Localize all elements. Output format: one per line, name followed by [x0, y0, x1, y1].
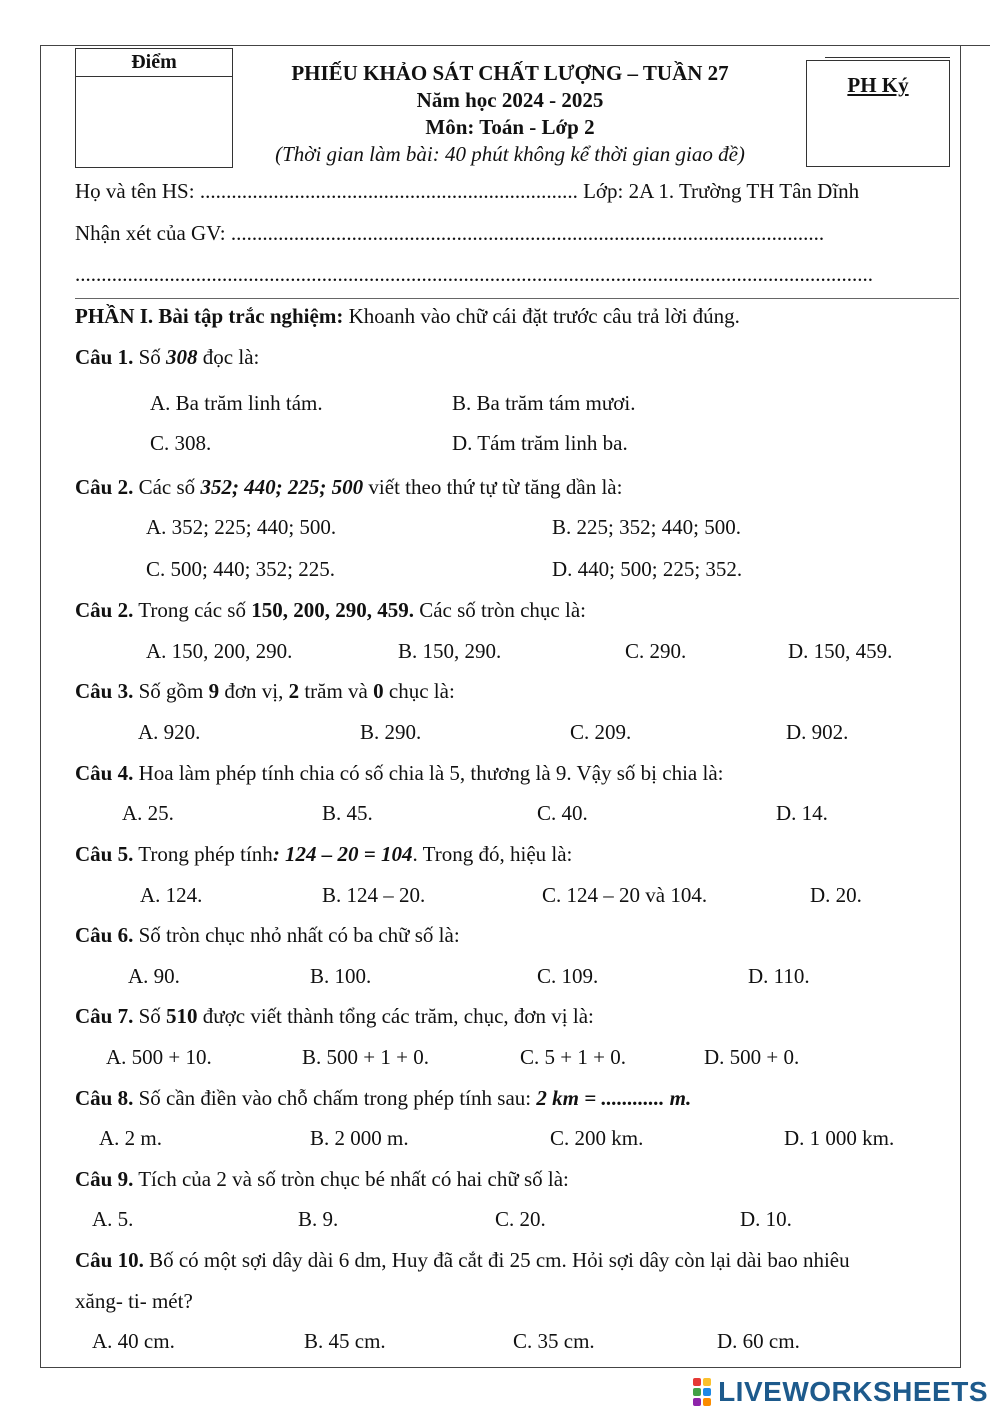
- liveworksheets-logo[interactable]: [693, 1375, 988, 1409]
- question-text: Hoa làm phép tính chia có số chia là 5, thương là 9. Vậy số bị chia là:: [133, 761, 724, 785]
- section-separator: [75, 298, 959, 299]
- q7-option-a[interactable]: A. 500 + 10.: [106, 1045, 212, 1069]
- q6-option-d[interactable]: D. 110.: [748, 964, 810, 988]
- subject: Môn: Toán - Lớp 2: [425, 115, 595, 139]
- question-label: Câu 5.: [75, 842, 134, 866]
- question-number-emphasis: 510: [166, 1004, 198, 1028]
- part1-instruction: Khoanh vào chữ cái đặt trước câu trả lời đúng.: [343, 304, 740, 328]
- question-label: Câu 6.: [75, 923, 134, 947]
- question-text: Số gồm: [133, 679, 209, 703]
- q10-option-a[interactable]: A. 40 cm.: [92, 1329, 175, 1353]
- question-text: đọc là:: [197, 345, 260, 369]
- school-year: Năm học 2024 - 2025: [416, 88, 604, 112]
- q5-option-b[interactable]: B. 124 – 20.: [322, 883, 426, 907]
- top-rule: [950, 45, 990, 46]
- q2b-option-a[interactable]: A. 150, 200, 290.: [146, 639, 293, 663]
- question-label: Câu 8.: [75, 1086, 134, 1110]
- question-10: [75, 1248, 850, 1273]
- student-name-line[interactable]: Họ và tên HS: ........................................................................ Lớp: 2A 1. Trường TH Tân Dĩnh: [75, 179, 860, 203]
- question-number-emphasis: 352; 440; 225; 500: [200, 475, 364, 499]
- question-1: [75, 345, 259, 370]
- question-text: Tích của 2 và số tròn chục bé nhất có hai chữ số là:: [133, 1167, 569, 1191]
- q2-option-a[interactable]: A. 352; 225; 440; 500.: [146, 515, 337, 539]
- question-text: Số cần điền vào chỗ chấm trong phép tính sau:: [133, 1086, 537, 1110]
- q9-option-d[interactable]: D. 10.: [740, 1207, 792, 1231]
- question-text: Số: [133, 345, 167, 369]
- question-label: Câu 2.: [75, 475, 134, 499]
- q3-option-b[interactable]: B. 290.: [360, 720, 422, 744]
- question-9: [75, 1167, 569, 1192]
- question-text: đơn vị,: [219, 679, 289, 703]
- q2-option-b[interactable]: B. 225; 352; 440; 500.: [552, 515, 742, 539]
- part1-title: PHẦN I. Bài tập trắc nghiệm:: [75, 304, 344, 328]
- teacher-comment-line[interactable]: Nhận xét của GV: .................................................................................................................: [75, 221, 825, 245]
- question-text: Trong phép tính: [133, 842, 273, 866]
- q4-option-d[interactable]: D. 14.: [776, 801, 828, 825]
- q6-option-a[interactable]: A. 90.: [128, 964, 180, 988]
- q7-option-c[interactable]: C. 5 + 1 + 0.: [520, 1045, 626, 1069]
- q6-option-b[interactable]: B. 100.: [310, 964, 372, 988]
- q3-option-a[interactable]: A. 920.: [138, 720, 201, 744]
- question-number-emphasis: 2: [288, 679, 300, 703]
- question-6: [75, 923, 460, 948]
- question-label: Câu 2.: [75, 598, 134, 622]
- question-5: [75, 842, 572, 867]
- question-2: [75, 475, 622, 500]
- question-8: [75, 1086, 691, 1111]
- question-text: được viết thành tổng các trăm, chục, đơn vị là:: [197, 1004, 594, 1028]
- comment-dots-line[interactable]: ........................................................................................................................................................: [75, 262, 873, 286]
- question-text: viết theo thứ tự từ tăng dần là:: [363, 475, 623, 499]
- q10-option-c[interactable]: C. 35 cm.: [513, 1329, 595, 1353]
- part1-heading: [75, 304, 740, 329]
- title-block: [230, 60, 790, 168]
- question-number-emphasis: 2 km = ............ m.: [536, 1086, 692, 1110]
- score-label: Điểm: [76, 49, 232, 77]
- question-number-emphasis: 150, 200, 290, 459.: [251, 598, 414, 622]
- parent-sign-label: PH Ký: [847, 73, 909, 97]
- q7-option-b[interactable]: B. 500 + 1 + 0.: [302, 1045, 429, 1069]
- q2-option-d[interactable]: D. 440; 500; 225; 352.: [552, 557, 743, 581]
- question-number-emphasis: 0: [373, 679, 384, 703]
- q2-option-c[interactable]: C. 500; 440; 352; 225.: [146, 557, 336, 581]
- q9-option-a[interactable]: A. 5.: [92, 1207, 134, 1231]
- question-text: . Trong đó, hiệu là:: [412, 842, 573, 866]
- time-note: (Thời gian làm bài: 40 phút không kể thời gian giao đề): [275, 142, 745, 166]
- q9-option-b[interactable]: B. 9.: [298, 1207, 339, 1231]
- question-number-emphasis: 308: [166, 345, 198, 369]
- question-number-emphasis: 9: [208, 679, 220, 703]
- question-number-emphasis: : 124 – 20 = 104: [272, 842, 413, 866]
- question-text: Số tròn chục nhỏ nhất có ba chữ số là:: [133, 923, 460, 947]
- question-label: Câu 4.: [75, 761, 134, 785]
- parent-sign-box: [806, 60, 950, 167]
- question-label: Câu 10.: [75, 1248, 144, 1272]
- question-text: chục là:: [383, 679, 455, 703]
- q8-option-a[interactable]: A. 2 m.: [99, 1126, 162, 1150]
- question-4: [75, 761, 723, 786]
- q8-option-d[interactable]: D. 1 000 km.: [784, 1126, 895, 1150]
- q4-option-c[interactable]: C. 40.: [537, 801, 588, 825]
- question-text: trăm và: [299, 679, 374, 703]
- question-label: Câu 1.: [75, 345, 134, 369]
- score-box: [75, 48, 233, 168]
- question-7: [75, 1004, 594, 1029]
- question-text: Các số: [133, 475, 201, 499]
- question-10-continuation: xăng- ti- mét?: [75, 1289, 193, 1313]
- question-3: [75, 679, 455, 704]
- q8-option-c[interactable]: C. 200 km.: [550, 1126, 644, 1150]
- q2b-option-c[interactable]: C. 290.: [625, 639, 687, 663]
- logo-text: LIVEWORKSHEETS: [718, 1376, 988, 1407]
- question-label: Câu 7.: [75, 1004, 134, 1028]
- question-2b: [75, 598, 586, 623]
- question-text: Số: [133, 1004, 167, 1028]
- q3-option-d[interactable]: D. 902.: [786, 720, 849, 744]
- exam-title: PHIẾU KHẢO SÁT CHẤT LƯỢNG – TUẦN 27: [291, 61, 729, 85]
- liveworksheets-logo-icon: [693, 1378, 711, 1406]
- q1-option-a[interactable]: A. Ba trăm linh tám.: [150, 391, 323, 415]
- question-label: Câu 9.: [75, 1167, 134, 1191]
- q1-option-b[interactable]: B. Ba trăm tám mươi.: [452, 391, 636, 415]
- q3-option-c[interactable]: C. 209.: [570, 720, 632, 744]
- q5-option-d[interactable]: D. 20.: [810, 883, 862, 907]
- q1-option-d[interactable]: D. Tám trăm linh ba.: [452, 431, 628, 455]
- q4-option-b[interactable]: B. 45.: [322, 801, 373, 825]
- q5-option-a[interactable]: A. 124.: [140, 883, 203, 907]
- q8-option-b[interactable]: B. 2 000 m.: [310, 1126, 409, 1150]
- sign-box-top-rule: [825, 57, 950, 58]
- q5-option-c[interactable]: C. 124 – 20 và 104.: [542, 883, 708, 907]
- q9-option-c[interactable]: C. 20.: [495, 1207, 546, 1231]
- q2b-option-b[interactable]: B. 150, 290.: [398, 639, 502, 663]
- q6-option-c[interactable]: C. 109.: [537, 964, 599, 988]
- question-text: Trong các số: [133, 598, 252, 622]
- question-text: Các số tròn chục là:: [413, 598, 586, 622]
- q7-option-d[interactable]: D. 500 + 0.: [704, 1045, 800, 1069]
- q10-option-d[interactable]: D. 60 cm.: [717, 1329, 800, 1353]
- q1-option-c[interactable]: C. 308.: [150, 431, 212, 455]
- question-label: Câu 3.: [75, 679, 134, 703]
- q10-option-b[interactable]: B. 45 cm.: [304, 1329, 386, 1353]
- question-text: Bố có một sợi dây dài 6 dm, Huy đã cắt đi 25 cm. Hỏi sợi dây còn lại dài bao nhiêu: [143, 1248, 850, 1272]
- q2b-option-d[interactable]: D. 150, 459.: [788, 639, 893, 663]
- q4-option-a[interactable]: A. 25.: [122, 801, 174, 825]
